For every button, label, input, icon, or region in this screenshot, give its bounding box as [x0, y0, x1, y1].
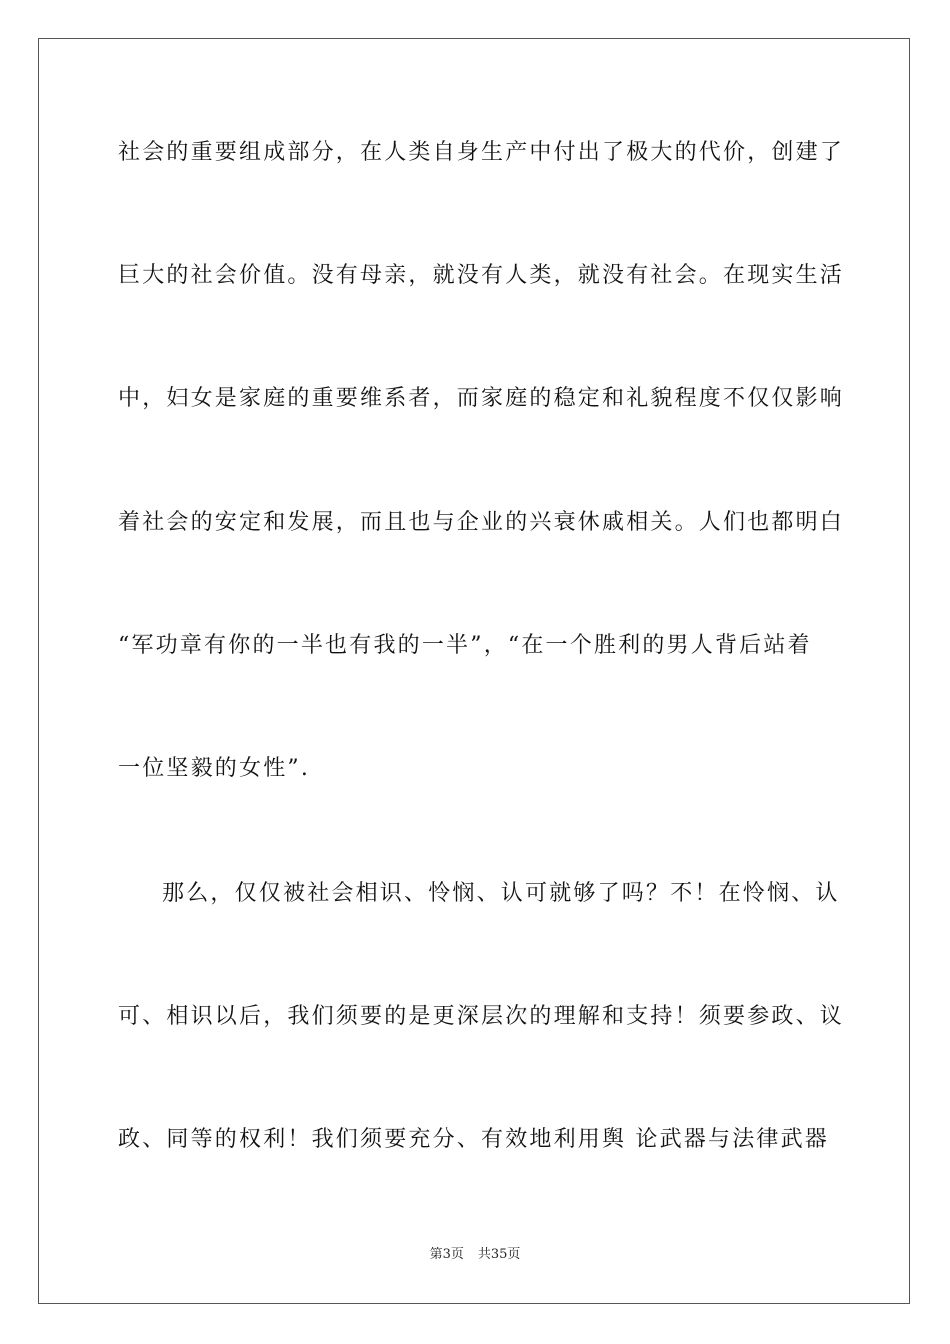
page-number: 第3页 — [429, 1247, 464, 1262]
body-text-line: 可、相识以后，我们须要的是更深层次的理解和支持！须要参政、议 — [118, 1004, 845, 1029]
body-text-line: 社会的重要组成部分，在人类自身生产中付出了极大的代价，创建了 — [118, 140, 845, 165]
body-text-line: 巨大的社会价值。没有母亲，就没有人类，就没有社会。在现实生活 — [118, 263, 845, 288]
body-text-line: 一位坚毅的女性”. — [118, 756, 311, 781]
page-footer — [0, 1246, 950, 1264]
body-text-line: 中，妇女是家庭的重要维系者，而家庭的稳定和礼貌程度不仅仅影响 — [118, 386, 845, 411]
total-pages: 共35页 — [477, 1247, 521, 1262]
body-text-line: “军功章有你的一半也有我的一半”，“在一个胜利的男人背后站着 — [118, 633, 812, 658]
paragraph-first-line: 那么，仅仅被社会相识、怜悯、认可就够了吗？不！在怜悯、认 — [162, 881, 840, 906]
page-frame — [38, 38, 910, 1304]
body-text-line: 着社会的安定和发展，而且也与企业的兴衰休戚相关。人们也都明白 — [118, 510, 845, 535]
body-text-line: 政、同等的权利！我们须要充分、有效地利用舆 论武器与法律武器 — [118, 1127, 829, 1152]
